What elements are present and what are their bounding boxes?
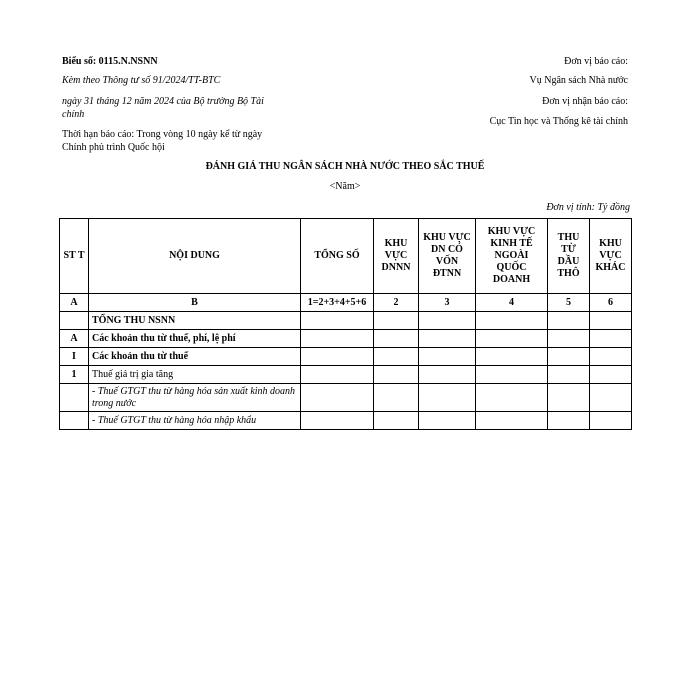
- index-cell: 3: [419, 294, 476, 312]
- index-cell: A: [60, 294, 89, 312]
- report-title: ĐÁNH GIÁ THU NGÂN SÁCH NHÀ NƯỚC THEO SẮC THUẾ: [205, 161, 485, 172]
- form-code: Biểu số: 0115.N.NSNN: [62, 56, 158, 67]
- row-content: Thuế giá trị gia tăng: [89, 366, 301, 384]
- deadline-line-1: Thời hạn báo cáo: Trong vòng 10 ngày kể từ ngày: [62, 129, 263, 140]
- header-row: [60, 219, 632, 294]
- attached-circular-line-1: Kèm theo Thông tư số 91/2024/TT-BTC: [62, 75, 221, 86]
- index-cell: 6: [590, 294, 632, 312]
- attached-circular-line-2: ngày 31 tháng 12 năm 2024 của Bộ trưởng Bộ Tài: [62, 96, 264, 107]
- reporting-unit-label: Đơn vị báo cáo:: [564, 56, 628, 67]
- receiving-unit-label: Đơn vị nhận báo cáo:: [542, 96, 628, 107]
- header-total: TỔNG SỐ: [301, 219, 374, 294]
- table-row: [60, 312, 632, 330]
- index-cell: 5: [548, 294, 590, 312]
- row-content: Các khoản thu từ thuế, phí, lệ phí: [89, 330, 301, 348]
- row-stt: I: [60, 348, 89, 366]
- report-year: <Năm>: [329, 181, 361, 192]
- revenue-table: [59, 218, 632, 430]
- table-row: [60, 330, 632, 348]
- header-crude-oil: THU TỪ DẦU THÔ: [548, 219, 590, 294]
- table-row: [60, 348, 632, 366]
- header-other: KHU VỰC KHÁC: [590, 219, 632, 294]
- header-fdi: KHU VỰC DN CÓ VỐN ĐTNN: [419, 219, 476, 294]
- row-content: Các khoản thu từ thuế: [89, 348, 301, 366]
- header-content: NỘI DUNG: [89, 219, 301, 294]
- receiving-unit: Cục Tin học và Thống kê tài chính: [489, 116, 628, 127]
- header-non-state: KHU VỰC KINH TẾ NGOÀI QUỐC DOANH: [476, 219, 548, 294]
- deadline-line-2: Chính phủ trình Quốc hội: [62, 142, 165, 153]
- header-stt: ST T: [60, 219, 89, 294]
- index-cell: 1=2+3+4+5+6: [301, 294, 374, 312]
- row-stt: 1: [60, 366, 89, 384]
- row-content: TỔNG THU NSNN: [89, 312, 301, 330]
- index-row: [60, 294, 632, 312]
- table-row: [60, 366, 632, 384]
- row-stt: [60, 312, 89, 330]
- attached-circular-line-3: chính: [62, 109, 85, 120]
- row-stt: [60, 384, 89, 412]
- unit-label: Đơn vị tính: Tỷ đồng: [546, 202, 630, 213]
- row-stt: A: [60, 330, 89, 348]
- row-content: - Thuế GTGT thu từ hàng hóa nhập khẩu: [89, 412, 301, 430]
- reporting-unit: Vụ Ngân sách Nhà nước: [529, 75, 628, 86]
- index-cell: 2: [374, 294, 419, 312]
- header-state-owned: KHU VỰC DNNN: [374, 219, 419, 294]
- index-cell: B: [89, 294, 301, 312]
- index-cell: 4: [476, 294, 548, 312]
- row-stt: [60, 412, 89, 430]
- table-row: [60, 384, 632, 412]
- table-row: [60, 412, 632, 430]
- row-content: - Thuế GTGT thu từ hàng hóa sản xuất kinh doanh trong nước: [89, 384, 301, 412]
